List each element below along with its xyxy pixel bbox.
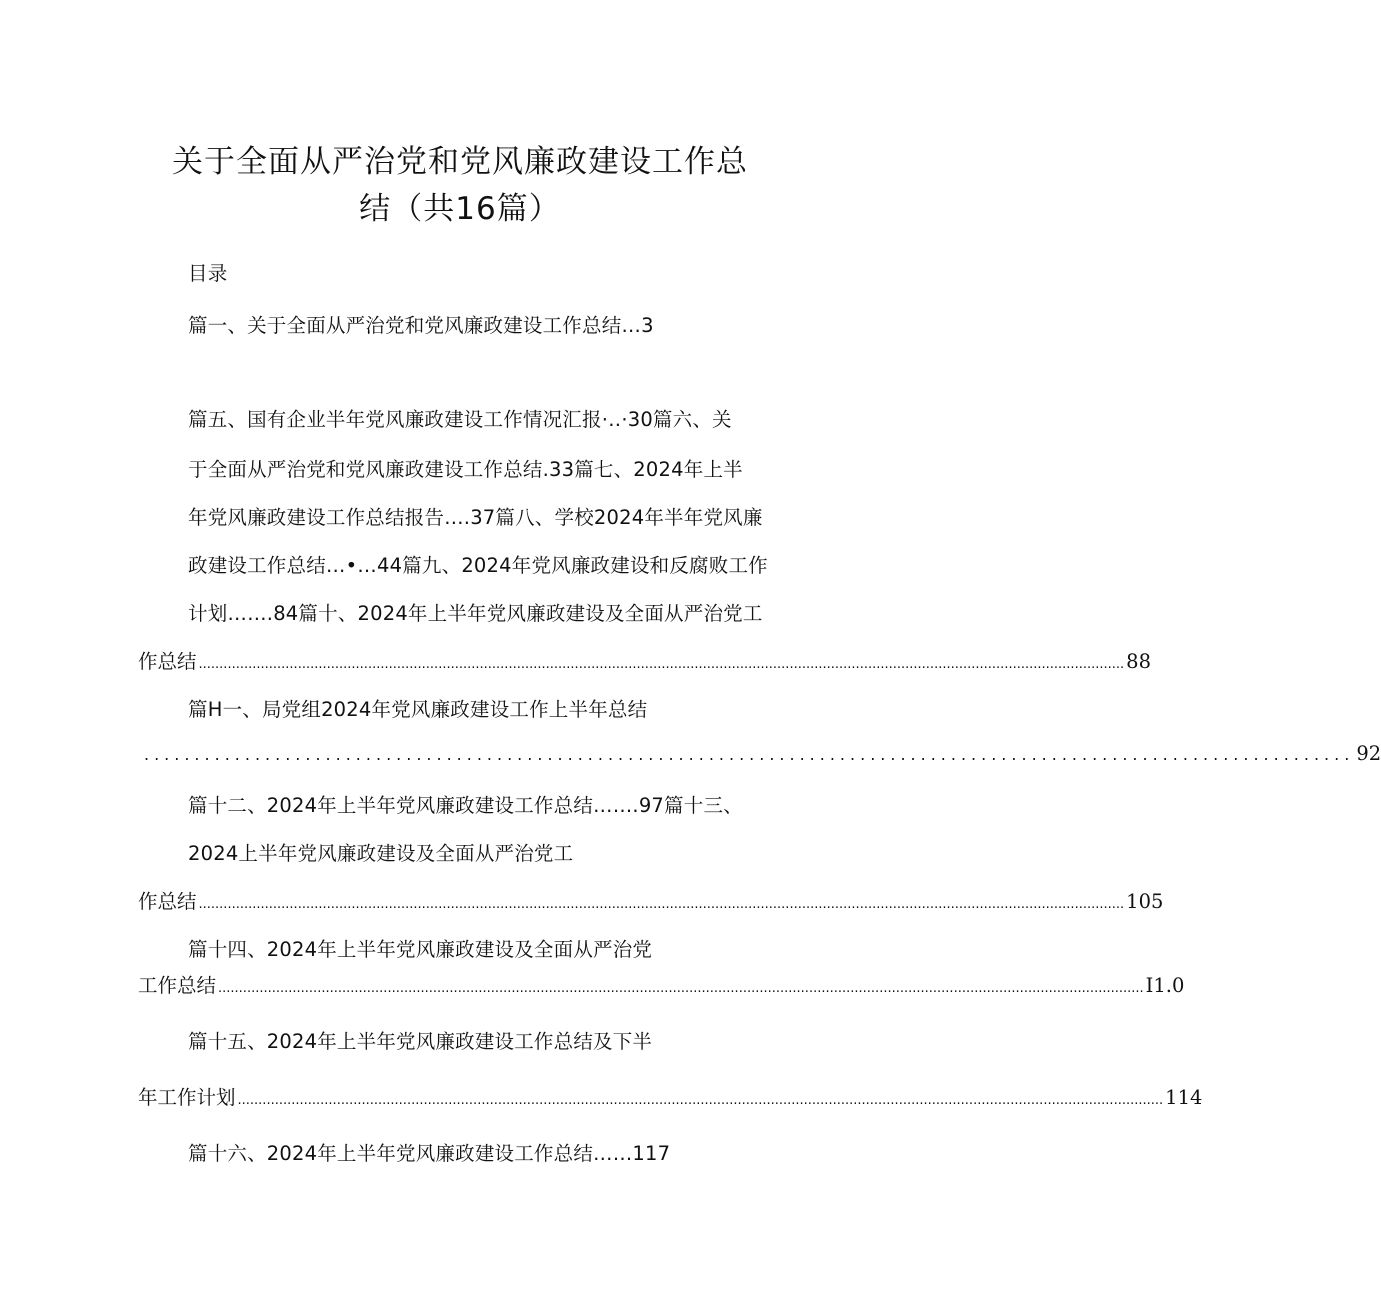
page-number: I1.0 [1145,974,1185,997]
toc-line[interactable]: 篇十二、2024年上半年党风廉政建设工作总结…….97篇十三、 [188,794,743,817]
document-title-line-1: 关于全面从严治党和党风廉政建设工作总 [172,144,748,180]
dot-leader: ................................................................................................................................................................................................................................ [198,897,1125,912]
toc-leader-line[interactable] [142,742,1381,765]
toc-entry-text: 工作总结 [138,974,217,997]
page-number: 105 [1126,890,1164,913]
toc-line[interactable]: 篇十五、2024年上半年党风廉政建设工作总结及下半 [188,1030,653,1053]
toc-line[interactable]: 2024上半年党风廉政建设及全面从严治党工 [188,842,574,865]
toc-line[interactable]: 篇H一、局党组2024年党风廉政建设工作上半年总结 [188,698,648,721]
toc-heading: 目录 [188,262,228,285]
toc-line[interactable]: 篇五、国有企业半年党风廉政建设工作情况汇报·‥·30篇六、关 [188,408,732,431]
page-number: 114 [1165,1086,1203,1109]
toc-entry-text: 年工作计划 [138,1086,236,1109]
toc-leader-line[interactable] [138,1082,1203,1110]
toc-line[interactable]: 年党风廉政建设工作总结报告….37篇八、学校2024年半年党风廉 [188,506,763,529]
dot-leader: ................................................................................................................................................................................................................................ [218,981,1144,996]
toc-entry-text: 作总结 [138,890,197,913]
toc-line[interactable]: 于全面从严治党和党风廉政建设工作总结.33篇七、2024年上半 [188,458,743,481]
dot-leader: ................................................................................................................................................................................................................................ [198,657,1125,672]
page-number: 88 [1126,650,1151,673]
dot-leader: ........................................................................................................................ [144,745,1355,764]
dot-leader: ................................................................................................................................................................................................................................ [237,1093,1164,1108]
toc-line[interactable]: 计划…….84篇十、2024年上半年党风廉政建设及全面从严治党工 [188,602,763,625]
toc-line[interactable]: 篇十四、2024年上半年党风廉政建设及全面从严治党 [188,938,653,961]
toc-entry-text: 作总结 [138,650,197,673]
page-number: 92 [1356,742,1381,765]
toc-leader-line[interactable] [138,970,1185,998]
toc-line[interactable]: 篇十六、2024年上半年党风廉政建设工作总结……117 [188,1142,671,1165]
toc-line[interactable]: 政建设工作总结…•…44篇九、2024年党风廉政建设和反腐败工作 [188,554,768,577]
document-title-line-2: 结（共16篇） [359,191,561,227]
toc-leader-line[interactable] [138,646,1151,674]
toc-line[interactable]: 篇一、关于全面从严治党和党风廉政建设工作总结…3 [188,314,654,337]
toc-leader-line[interactable] [138,886,1164,914]
